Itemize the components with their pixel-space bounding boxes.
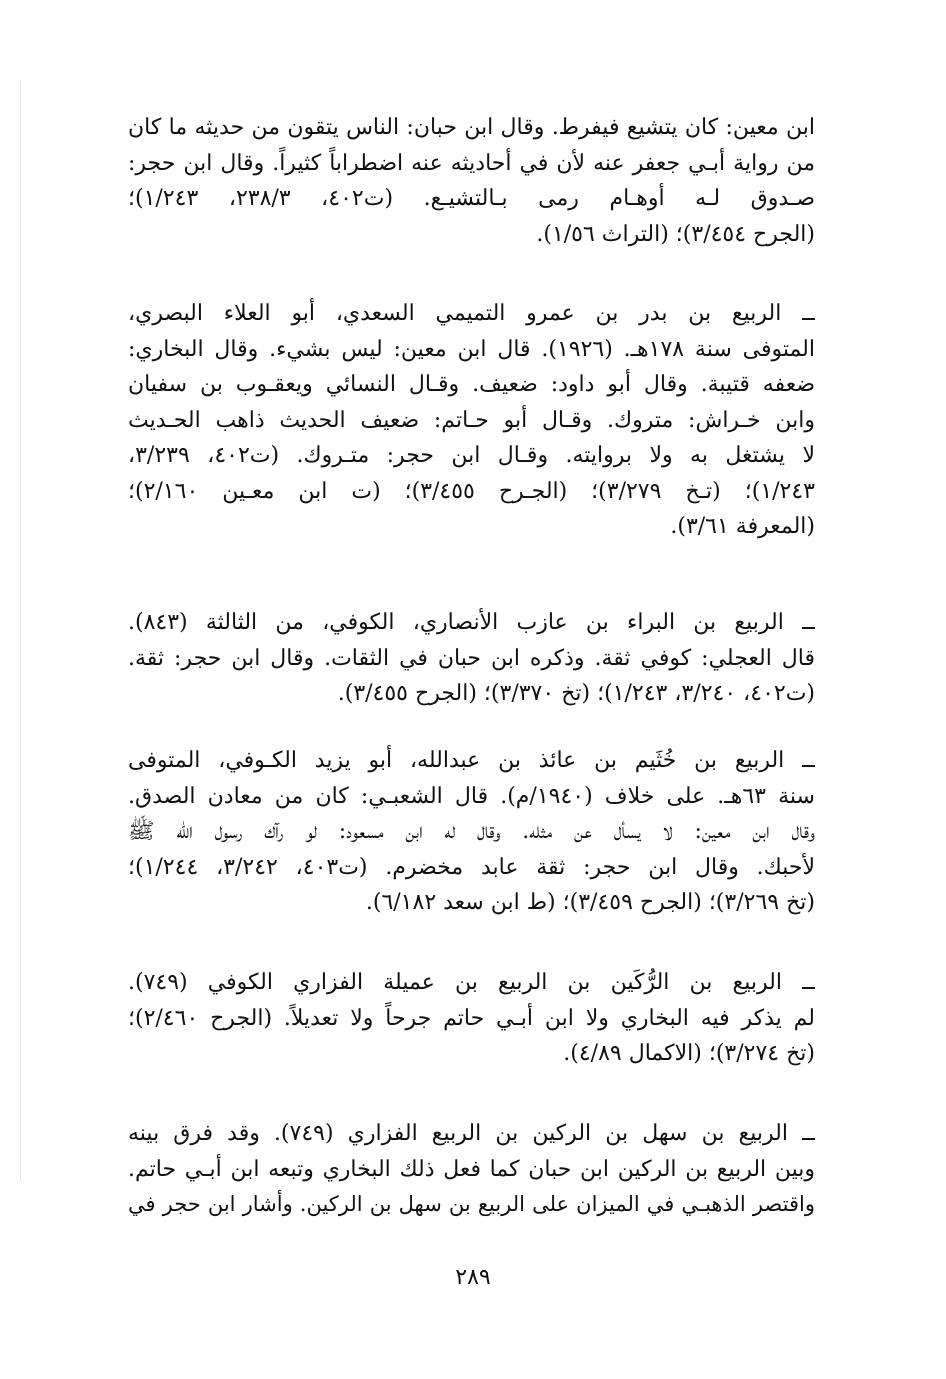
text-line: ابن معين: كان يتشيع فيفرط. وقال ابن حبان: الناس يتقون من حديثه ما كان — [128, 115, 815, 140]
paragraph-6 — [128, 1116, 815, 1223]
text-line: المتوفى سنة ١٧٨هـ. (١٩٢٦). قال ابن معين: ليس بشيء. وقال البخاري: — [128, 336, 815, 362]
text-line: ــ الربيع بن سهل بن الركين بن الربيع الفزاري (٧٤٩). وقد فرق بينه — [128, 1121, 815, 1146]
text-line: وقال ابن معين: لا يسأل عن مثله. وقال له ابن مسعود: لو رآك رسول الله ﷺ — [128, 819, 815, 844]
text-line: صـدوق لـه أوهـام رمى بـالتشيـع. (ت٤٠٢، ٢٣٨/٣، ١/٢٤٣)؛ — [128, 186, 815, 211]
text-line: ضعفه قتيبة. وقال أبو داود: ضعيف. وقـال النسائي ويعقـوب بن سفيان — [128, 372, 815, 397]
text-line: (تخ ٣/٢٦٩)؛ (الجرح ٣/٤٥٩)؛ (ط ابن سعد ٦/١٨٢). — [365, 890, 815, 915]
text-line: واقتصر الذهبـي في الميزان على الربيع بن سهل بن الركين. وأشار ابن حجر في — [128, 1192, 815, 1216]
text-line: وابن خـراش: متروك. وقـال أبو حـاتم: ضعيف الحديث ذاهب الحـديث — [128, 407, 815, 433]
paragraph-2 — [128, 296, 815, 545]
paragraph-3 — [128, 605, 815, 712]
text-line: لم يذكر فيه البخاري ولا ابن أبـي حاتم جرحاً ولا تعديلاً. (الجرح ٢/٤٦٠)؛ — [128, 1005, 815, 1031]
text-line: ١/٢٤٣)؛ (تـخ ٣/٢٧٩)؛ (الجـرح ٣/٤٥٥)؛ (ت ابن معـين ٢/١٦٠)؛ — [128, 478, 815, 504]
text-line: ــ الربيع بن خُثَيم بن عائذ بن عبدالله، أبو يزيد الكـوفي، المتوفى — [128, 748, 815, 773]
text-line: (الجرح ٣/٤٥٤)؛ (التراث ١/٥٦). — [536, 221, 815, 247]
paragraph-4 — [128, 743, 815, 921]
text-line: ــ الربيع بن البراء بن عازب الأنصاري، الكوفي، من الثالثة (٨٤٣). — [128, 610, 815, 635]
text-line: من رواية أبـي جعفر عنه لأن في أحاديثه عنه اضطراباً كثيراً. وقال ابن حجر: — [128, 150, 815, 176]
text-line: ــ الربيع بن الرُّكَين بن الربيع بن عميلة الفزاري الكوفي (٧٤٩). — [128, 970, 815, 995]
text-line: (تخ ٣/٢٧٤)؛ (الاكمال ٤/٨٩). — [563, 1041, 815, 1066]
text-line: (المعرفة ٣/٦١). — [670, 514, 815, 539]
text-line: لأحبك. وقال ابن حجر: ثقة عابد مخضرم. (ت٤٠٣، ٣/٢٤٢، ١/٢٤٤)؛ — [128, 854, 815, 880]
paragraph-1 — [128, 110, 815, 252]
text-line: وبين الربيع بن الركين ابن حبان كما فعل ذلك البخاري وتبعه ابن أبـي حاتم. — [128, 1156, 815, 1182]
paragraph-5 — [128, 965, 815, 1072]
text-line: قال العجلي: كوفي ثقة. وذكره ابن حبان في الثقات. وقال ابن حجر: ثقة. — [128, 645, 815, 671]
page-number: ٢٨٩ — [455, 1265, 491, 1290]
text-line: سنة ٦٣هـ. على خلاف (١٩٤٠/م). قال الشعبـي: كان من معادن الصدق. — [128, 783, 815, 809]
scan-edge-line — [20, 80, 21, 1180]
text-line: لا يشتغل به ولا بروايته. وقـال ابن حجر: متـروك. (ت٤٠٢، ٣/٢٣٩، — [128, 443, 815, 468]
text-line: ــ الربيع بن بدر بن عمرو التميمي السعدي، أبو العلاء البصري، — [128, 301, 815, 326]
text-line: (ت٤٠٢، ٣/٢٤٠، ١/٢٤٣)؛ (تخ ٣/٣٧٠)؛ (الجرح ٣/٤٥٥). — [337, 681, 815, 706]
